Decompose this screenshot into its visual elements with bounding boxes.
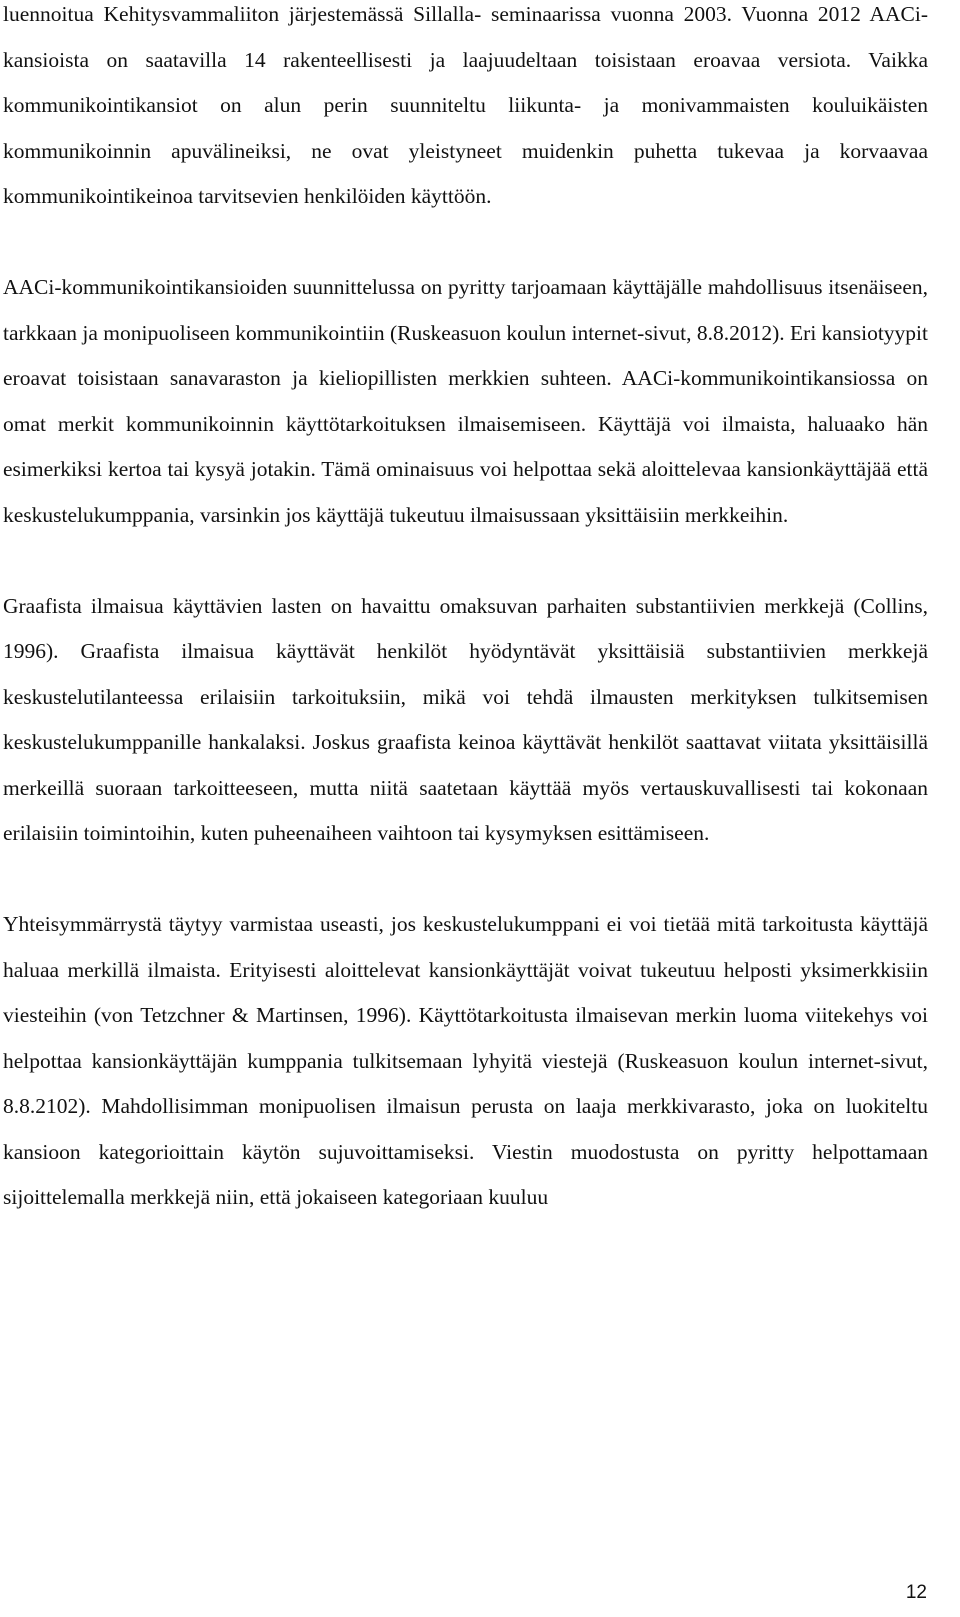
paragraph-spacer <box>3 538 928 584</box>
paragraph-2: AACi-kommunikointikansioiden suunnittelussa on pyritty tarjoamaan käyttäjälle mahdollisuus itsenäiseen, tarkkaan ja monipuoliseen kommunikointiin (Ruskeasuon koulun internet-sivut, 8.8.2012). Eri kansiotyypit eroavat toisistaan sanavaraston ja kieliopillisten merkkien suhteen. AACi-kommunikointikansiossa on omat merkit kommunikoinnin käyttötarkoituksen ilmaisemiseen. Käyttäjä voi ilmaista, haluaako hän esimerkiksi kertoa tai kysyä jotakin. Tämä ominaisuus voi helpottaa sekä aloittelevaa kansionkäyttäjää että keskustelukumppania, varsinkin jos käyttäjä tukeutuu ilmaisussaan yksittäisiin merkkeihin. <box>3 275 928 527</box>
body-text <box>3 0 928 1221</box>
paragraph-1: luennoitua Kehitysvammaliiton järjestemässä Sillalla- seminaarissa vuonna 2003. Vuonna 2012 AACi-kansioista on saatavilla 14 rakenteellisesti ja laajuudeltaan toisistaan eroavaa versiota. Vaikka kommunikointikansiot on alun perin suunniteltu liikunta- ja monivammaisten kouluikäisten kommunikoinnin apuvälineiksi, ne ovat yleistyneet muidenkin puhetta tukevaa ja korvaavaa kommunikointikeinoa tarvitsevien henkilöiden käyttöön. <box>3 2 928 208</box>
paragraph-4: Yhteisymmärrystä täytyy varmistaa useasti, jos keskustelukumppani ei voi tietää mitä tarkoitusta käyttäjä haluaa merkillä ilmaista. Erityisesti aloittelevat kansionkäyttäjät voivat tukeutuu helposti yksimerkkisiin viesteihin (von Tetzchner & Martinsen, 1996). Käyttötarkoitusta ilmaisevan merkin luoma viitekehys voi helpottaa kansionkäyttäjän kumppania tulkitsemaan lyhyitä viestejä (Ruskeasuon koulun internet-sivut, 8.8.2102). Mahdollisimman monipuolisen ilmaisun perusta on laaja merkkivarasto, joka on luokiteltu kansioon kategorioittain käytön sujuvoittamiseksi. Viestin muodostusta on pyritty helpottamaan sijoittelemalla merkkejä niin, että jokaiseen kategoriaan kuuluu <box>3 912 928 1209</box>
paragraph-spacer <box>3 857 928 903</box>
page-number: 12 <box>905 1582 927 1603</box>
paragraph-3: Graafista ilmaisua käyttävien lasten on havaittu omaksuvan parhaiten substantiivien merkkejä (Collins, 1996). Graafista ilmaisua käyttävät henkilöt hyödyntävät yksittäisiä substantiivien merkkejä keskustelutilanteessa erilaisiin tarkoituksiin, mikä voi tehdä ilmausten merkityksen tulkitsemisen keskustelukumppanille hankalaksi. Joskus graafista keinoa käyttävät henkilöt saattavat viitata yksittäisillä merkeillä suoraan tarkoitteeseen, mutta niitä saatetaan käyttää myös vertauskuvallisesti tai kokonaan erilaisiin toimintoihin, kuten puheenaiheen vaihtoon tai kysymyksen esittämiseen. <box>3 593 928 845</box>
paragraph-spacer <box>3 220 928 266</box>
